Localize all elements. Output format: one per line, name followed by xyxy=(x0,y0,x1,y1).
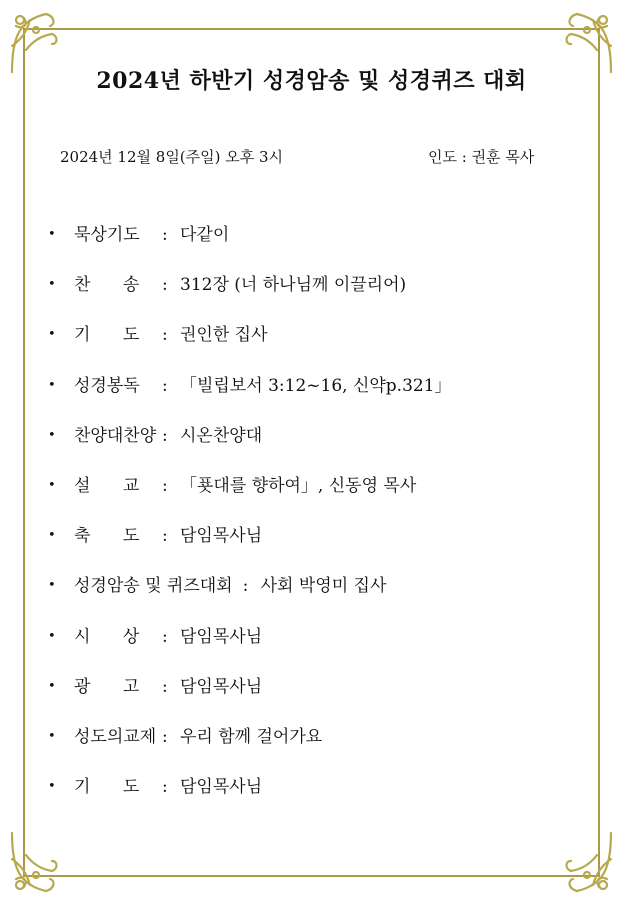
item-label: 기 도 xyxy=(74,325,140,346)
item-label: 시 상 xyxy=(74,626,140,647)
event-date-time: 2024년 12월 8일(주일) 오후 3시 xyxy=(60,148,284,166)
item-value: 「빌립보서 3:12~16, 신약p.321」 xyxy=(180,375,452,396)
separator: : xyxy=(162,225,168,245)
item-label: 성경봉독 xyxy=(74,375,140,396)
item-label: 묵상기도 xyxy=(74,225,140,245)
bullet-icon: • xyxy=(48,628,56,644)
separator: : xyxy=(162,526,168,547)
item-value: 담임목사님 xyxy=(180,626,263,647)
item-label: 찬 송 xyxy=(74,275,140,296)
separator: : xyxy=(162,375,168,396)
item-value: 담임목사님 xyxy=(180,526,263,547)
separator: : xyxy=(162,626,168,647)
list-item xyxy=(48,221,452,271)
item-label: 설 교 xyxy=(74,475,140,496)
bullet-icon: • xyxy=(48,227,56,242)
separator: : xyxy=(162,325,168,346)
item-value: 시온찬양대 xyxy=(180,425,263,446)
bullet-icon: • xyxy=(48,678,56,694)
list-item xyxy=(48,271,452,321)
item-value: 우리 함께 걸어가요 xyxy=(180,726,323,747)
list-item xyxy=(48,673,452,723)
corner-ornament-icon xyxy=(6,827,78,899)
bullet-icon: • xyxy=(48,728,56,744)
separator: : xyxy=(162,676,168,697)
separator: : xyxy=(162,777,168,798)
item-value: 「푯대를 향하여」, 신동영 목사 xyxy=(180,475,417,496)
item-value: 권인한 집사 xyxy=(180,325,268,346)
bullet-icon: • xyxy=(48,327,56,343)
item-value: 사회 박영미 집사 xyxy=(260,576,387,597)
separator: : xyxy=(162,275,168,296)
item-label: 기 도 xyxy=(74,777,140,798)
item-label: 성경암송 및 퀴즈대회 xyxy=(74,576,233,597)
list-item xyxy=(48,422,452,472)
program-list xyxy=(48,221,452,823)
bullet-icon: • xyxy=(48,528,56,544)
bullet-icon: • xyxy=(48,578,56,594)
bullet-icon: • xyxy=(48,779,56,795)
item-label: 축 도 xyxy=(74,526,140,547)
separator: : xyxy=(162,726,168,747)
item-value: 312장 (너 하나님께 이끌리어) xyxy=(180,275,407,296)
event-leader: 인도 : 권훈 목사 xyxy=(428,148,535,166)
list-item xyxy=(48,522,452,572)
item-value: 담임목사님 xyxy=(180,676,263,697)
item-label: 찬양대찬양 xyxy=(74,425,157,446)
corner-ornament-icon xyxy=(545,827,617,899)
list-item xyxy=(48,472,452,522)
list-item xyxy=(48,572,452,622)
list-item xyxy=(48,773,452,823)
bullet-icon: • xyxy=(48,477,56,493)
separator: : xyxy=(162,425,168,446)
bullet-icon: • xyxy=(48,377,56,393)
item-value: 다같이 xyxy=(180,225,230,245)
list-item xyxy=(48,623,452,673)
item-value: 담임목사님 xyxy=(180,777,263,798)
item-label: 성도의교제 xyxy=(74,726,157,747)
separator: : xyxy=(242,576,249,597)
item-label: 광 고 xyxy=(74,676,140,697)
separator: : xyxy=(162,475,168,496)
list-item xyxy=(48,723,452,773)
list-item xyxy=(48,372,452,422)
bullet-icon: • xyxy=(48,427,56,443)
bullet-icon: • xyxy=(48,277,56,293)
list-item xyxy=(48,321,452,371)
page-title: 2024년 하반기 성경암송 및 성경퀴즈 대회 xyxy=(96,68,527,94)
